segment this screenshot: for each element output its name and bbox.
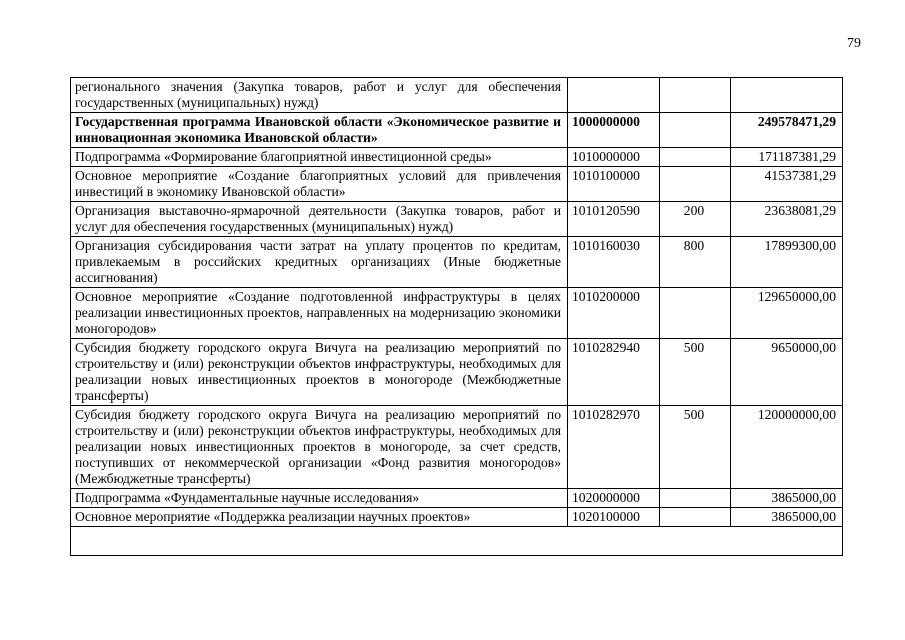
row-amount-cell: 9650000,00 [731, 339, 843, 406]
row-type-cell: 500 [660, 406, 731, 489]
row-code-cell: 1010160030 [568, 237, 660, 288]
row-name-cell: Субсидия бюджету городского округа Вичуга на реализацию мероприятий по строительству и (или) реконструкции объектов инфраструктуры, необходимых для реализации новых инвестиционных проектов в моногороде, за счет средств, поступивших от некоммерческой организации «Фонд развития моногородов» (Межбюджетные трансферты) [71, 406, 568, 489]
table-row [71, 202, 843, 237]
row-name-cell: Основное мероприятие «Создание подготовленной инфраструктуры в целях реализации инвестиционных проектов, направленных на модернизацию экономики моногородов» [71, 288, 568, 339]
row-name-cell: регионального значения (Закупка товаров, работ и услуг для обеспечения государственных (муниципальных) нужд) [71, 78, 568, 113]
row-amount-cell: 3865000,00 [731, 489, 843, 508]
row-name-cell: Подпрограмма «Формирование благоприятной инвестиционной среды» [71, 148, 568, 167]
row-amount-cell: 3865000,00 [731, 508, 843, 527]
row-type-cell [660, 508, 731, 527]
row-code-cell: 1020000000 [568, 489, 660, 508]
table-row-empty [71, 527, 843, 556]
row-code-cell: 1010282940 [568, 339, 660, 406]
row-name-cell: Основное мероприятие «Создание благоприятных условий для привлечения инвестиций в экономику Ивановской области» [71, 167, 568, 202]
row-amount-cell: 129650000,00 [731, 288, 843, 339]
empty-cell [71, 527, 568, 556]
table-row [71, 78, 843, 113]
budget-table [70, 77, 843, 556]
budget-table-body [71, 78, 843, 556]
row-name-cell: Организация субсидирования части затрат на уплату процентов по кредитам, привлекаемым в российских кредитных организациях (Иные бюджетные ассигнования) [71, 237, 568, 288]
row-code-cell: 1010200000 [568, 288, 660, 339]
row-code-cell: 1010120590 [568, 202, 660, 237]
row-type-cell: 500 [660, 339, 731, 406]
row-amount-cell: 17899300,00 [731, 237, 843, 288]
page-number: 79 [847, 36, 861, 51]
row-amount-cell [731, 78, 843, 113]
row-amount-cell: 171187381,29 [731, 148, 843, 167]
row-amount-cell: 23638081,29 [731, 202, 843, 237]
row-type-cell [660, 78, 731, 113]
row-name-cell: Государственная программа Ивановской области «Экономическое развитие и инновационная экономика Ивановской области» [71, 113, 568, 148]
table-row [71, 113, 843, 148]
table-row [71, 508, 843, 527]
row-type-cell [660, 113, 731, 148]
table-row [71, 489, 843, 508]
table-row [71, 148, 843, 167]
row-amount-cell: 41537381,29 [731, 167, 843, 202]
row-type-cell [660, 288, 731, 339]
table-row [71, 406, 843, 489]
row-amount-cell: 249578471,29 [731, 113, 843, 148]
empty-cell [568, 527, 660, 556]
table-row [71, 237, 843, 288]
table-row [71, 288, 843, 339]
row-type-cell: 800 [660, 237, 731, 288]
row-name-cell: Основное мероприятие «Поддержка реализации научных проектов» [71, 508, 568, 527]
row-amount-cell: 120000000,00 [731, 406, 843, 489]
row-name-cell: Субсидия бюджету городского округа Вичуга на реализацию мероприятий по строительству и (или) реконструкции объектов инфраструктуры, необходимых для реализации новых инвестиционных проектов в моногороде (Межбюджетные трансферты) [71, 339, 568, 406]
table-row [71, 167, 843, 202]
empty-cell [731, 527, 843, 556]
table-row [71, 339, 843, 406]
row-type-cell [660, 148, 731, 167]
row-code-cell: 1000000000 [568, 113, 660, 148]
row-code-cell [568, 78, 660, 113]
row-type-cell [660, 167, 731, 202]
row-code-cell: 1010000000 [568, 148, 660, 167]
row-code-cell: 1010100000 [568, 167, 660, 202]
empty-cell [660, 527, 731, 556]
row-name-cell: Организация выставочно-ярмарочной деятельности (Закупка товаров, работ и услуг для обеспечения государственных (муниципальных) нужд) [71, 202, 568, 237]
row-name-cell: Подпрограмма «Фундаментальные научные исследования» [71, 489, 568, 508]
row-type-cell: 200 [660, 202, 731, 237]
row-type-cell [660, 489, 731, 508]
row-code-cell: 1020100000 [568, 508, 660, 527]
row-code-cell: 1010282970 [568, 406, 660, 489]
